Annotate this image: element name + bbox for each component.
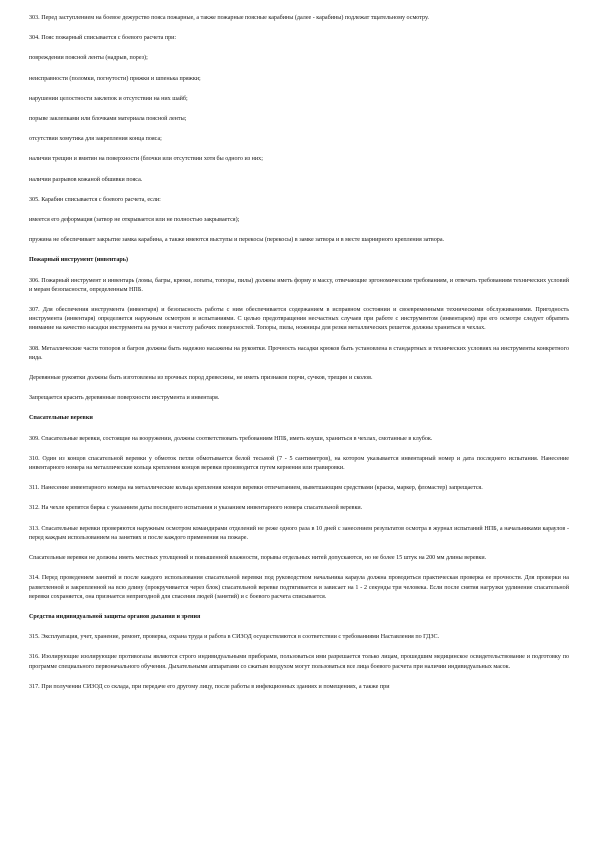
section-heading: Спасательные веревки bbox=[29, 415, 93, 422]
paragraph: 306. Пожарный инструмент и инвентарь (ломы, багры, крюки, лопаты, топоры, пилы) должны иметь форму и массу, отвечающие эргономическим требованиям, и отвечать требованиям технических условий и мерам безопасности, определенным НПБ. bbox=[29, 277, 569, 293]
document-page bbox=[29, 14, 569, 703]
paragraph: Запрещается красить деревянные поверхности инструмента и инвентаря. bbox=[29, 395, 220, 402]
paragraph: 307. Для обеспечения инструмента (инвентаря) и безопасность работы с ним обеспечивается содержанием в исправном состоянии и своевременными техническими обслуживаниями. Пригодность инструмента (инвентаря) определяется наружным осмотром и испытаниями. С целью предотвращения несчастных случаев при работе с инструментом (инвентарем) при его осмотре следует обратить внимание на качество насадки инструмента на ручки и чистоту рабочих поверхностей. Топоры, пилы, ножницы для резки металлических решеток должны храниться в чехлах. bbox=[29, 307, 569, 332]
paragraph: 315. Эксплуатация, учет, хранение, ремонт, проверка, охрана труда и работа в СИЗОД осуществляются в соответствии с требованиями Наставления по ГДЗС. bbox=[29, 634, 440, 641]
paragraph: 309. Спасательные веревки, состоящие на вооружении, должны соответствовать требованиям НПБ, иметь коуши, храниться в чехлах, смотанные в клубок. bbox=[29, 435, 433, 442]
paragraph: 308. Металлические части топоров и багров должны быть надежно насажены на рукоятки. Прочность насадки крюков быть установлена в стандартных и технических условиях на инструменты конкретного вида. bbox=[29, 345, 569, 361]
paragraph: Спасательные веревки не должны иметь местных утолщений и повышенной влажности, порывы отдельных нитей допускаются, но не более 15 штук на 200 мм длины веревки. bbox=[29, 555, 487, 562]
section-heading: Пожарный инструмент (инвентарь) bbox=[29, 257, 129, 264]
paragraph: порыве заклепками или блочками материала поясной ленты; bbox=[29, 116, 187, 123]
paragraph: 314. Перед проведением занятий и после каждого использования спасательной веревки под руководством начальника караула должна проводиться практическая проверка ее прочности. Для проверки на разветленной и закрепленной на всю длину (прокручивается через блок) спасательной веревке подтягивается и зависает на 1 - 2 секунды три человека. Если после снятия нагрузки удлинение спасательной веревки сохраняется, она признается непригодной для спасения людей (занятий) и с боевого расчета списывается. bbox=[29, 575, 569, 600]
paragraph: 317. При получении СИЗОД со склада, при передаче его другому лицу, после работы в инфекционных зданиях и помещениях, а также при bbox=[29, 683, 390, 690]
paragraph: 303. Перед заступлением на боевое дежурство пояса пожарные, а также пожарные поясные карабины (далее - карабины) подлежат тщательному осмотру. bbox=[29, 15, 429, 21]
paragraph: нарушении целостности заклепок и отсутствии на них шайб; bbox=[29, 95, 188, 102]
paragraph: 304. Пояс пожарный списывается с боевого расчета при: bbox=[29, 35, 177, 42]
paragraph: отсутствии хомутика для закрепления конца пояса; bbox=[29, 136, 162, 143]
paragraph: 305. Карабин списывается с боевого расчета, если: bbox=[29, 196, 161, 203]
paragraph: неисправности (поломки, погнутости) пряжки и шпенька пряжки; bbox=[29, 75, 201, 82]
paragraph: повреждении поясной ленты (надрыв, порез); bbox=[29, 55, 148, 62]
paragraph: 310. Один из концов спасательной веревки у обмоток петли обмотывается белой тесьмой (7 - 5 сантиметров), на котором указывается инвентарный номер и дата последнего испытания. Нанесение инвентарного номера на металлические кольца крепления концов веревки производится путем кернения или гравировки. bbox=[29, 455, 569, 472]
paragraph: наличии трещин и вмятин на поверхности (блочки или отсутствии хотя бы одного из них; bbox=[29, 156, 263, 163]
paragraph: 311. Нанесение инвентарного номера на металлические кольца крепления концов веревки отпечатанием, выветшающим средствами (краска, маркер, фломастер) запрещается. bbox=[29, 485, 483, 492]
paragraph: 313. Спасательные веревки проверяются наружным осмотром командирами отделений не реже одного раза в 10 дней с занесением результатов осмотра в журнал испытаний НПБ, а начальниками караулов - перед каждым использованием на занятиях и после каждого применения на пожаре. bbox=[29, 525, 569, 541]
paragraph: Деревянные рукоятки должны быть изготовлены из прочных пород древесины, не иметь признаков порчи, сучков, трещин и сколов. bbox=[29, 375, 373, 382]
paragraph: 312. На чехле крепятся бирка с указанием даты последнего испытания и указанием инвентарного номера спасательной веревки. bbox=[29, 505, 363, 512]
paragraph: имеется его деформация (затвор не открывается или не полностью закрывается); bbox=[29, 217, 240, 224]
paragraph: 316. Изолирующие изолирующие противогазы являются строго индивидуальными приборами, пользоваться ими разрешается только лицам, прошедшим медицинское освидетельствование и подготовку по программе специального первоначального обучения. Дыхательными аппаратами со сжатым воздухом могут пользоваться все лица боевого расчета при наличии индивидуальных масок. bbox=[29, 654, 569, 670]
section-heading: Средства индивидуальной защиты органов дыхания и зрения bbox=[29, 613, 201, 620]
paragraph: наличии разрывов кожаной обшивки пояса. bbox=[29, 176, 143, 183]
paragraph: пружина не обеспечивает закрытие замка карабина, а также имеются выступы и перекосы (перекосы) в замке затвора и в месте шарнирного крепления затвора. bbox=[29, 237, 445, 244]
